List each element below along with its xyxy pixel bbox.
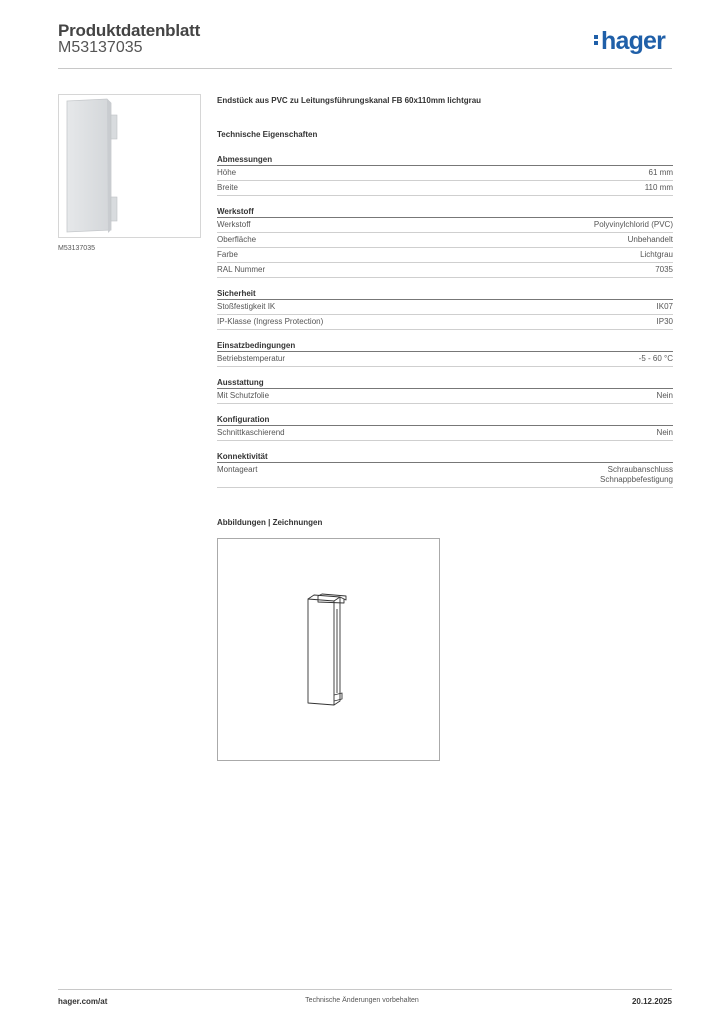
- spec-value: Lichtgrau: [640, 250, 673, 259]
- spec-label: Farbe: [217, 250, 238, 259]
- spec-row: [217, 300, 673, 315]
- section-sicherheit: [217, 289, 673, 330]
- spec-label: Breite: [217, 183, 238, 192]
- technical-drawing: [217, 538, 440, 761]
- spec-row: [217, 248, 673, 263]
- product-details: [217, 96, 673, 488]
- spec-value: [600, 465, 673, 485]
- spec-label: Betriebstemperatur: [217, 354, 286, 363]
- footer-website-link[interactable]: hager.com/at: [58, 997, 108, 1006]
- footer-divider: [58, 989, 672, 990]
- technical-properties-heading: Technische Eigenschaften: [217, 130, 318, 139]
- section-ausstattung: [217, 378, 673, 404]
- spec-value: 110 mm: [644, 183, 673, 192]
- end-cap-photo-icon: [59, 95, 200, 237]
- spec-value: Polyvinylchlorid (PVC): [593, 220, 673, 229]
- section-title: Konfiguration: [217, 415, 673, 426]
- page-title: Produktdatenblatt: [58, 21, 201, 40]
- spec-value: Nein: [656, 428, 673, 437]
- thumbnail-caption: M53137035: [58, 245, 95, 252]
- spec-label: Montageart: [217, 465, 258, 474]
- spec-row: [217, 263, 673, 278]
- spec-row: [217, 389, 673, 404]
- section-title: Konnektivität: [217, 452, 673, 463]
- spec-label: RAL Nummer: [217, 265, 266, 274]
- spec-label: Stoßfestigkeit IK: [217, 302, 276, 311]
- section-title: Werkstoff: [217, 207, 673, 218]
- spec-label: Mit Schutzfolie: [217, 391, 270, 400]
- footer-date: 20.12.2025: [631, 997, 672, 1006]
- footer-disclaimer: Technische Änderungen vorbehalten: [305, 997, 419, 1004]
- section-title: Ausstattung: [217, 378, 673, 389]
- section-title: Abmessungen: [217, 155, 673, 166]
- spec-value-line: Schraubanschluss: [607, 465, 673, 474]
- spec-row: [217, 426, 673, 441]
- spec-label: Höhe: [217, 168, 237, 177]
- spec-row: [217, 315, 673, 330]
- end-cap-drawing-icon: [218, 539, 439, 760]
- section-einsatzbedingungen: [217, 341, 673, 367]
- drawings-heading: Abbildungen | Zeichnungen: [217, 518, 323, 527]
- product-title: Endstück aus PVC zu Leitungsführungskanal FB 60x110mm lichtgrau: [217, 96, 482, 105]
- hager-logo: [594, 27, 665, 56]
- spec-label: IP-Klasse (Ingress Protection): [217, 317, 324, 326]
- spec-value-line: Schnappbefestigung: [600, 475, 673, 484]
- spec-row: [217, 218, 673, 233]
- logo-text: hager: [601, 27, 666, 55]
- header-divider: [58, 68, 672, 69]
- spec-label: Werkstoff: [217, 220, 251, 229]
- spec-row: [217, 181, 673, 196]
- section-abmessungen: [217, 155, 673, 196]
- logo-dots-icon: [594, 33, 599, 47]
- spec-value: 7035: [655, 265, 673, 274]
- spec-value: IP30: [656, 317, 673, 326]
- spec-row: [217, 166, 673, 181]
- spec-label: Schnittkaschierend: [217, 428, 285, 437]
- section-konnektivitaet: [217, 452, 673, 488]
- section-konfiguration: [217, 415, 673, 441]
- spec-value: Nein: [656, 391, 673, 400]
- article-number: M53137035: [58, 39, 143, 56]
- spec-label: Oberfläche: [217, 235, 257, 244]
- section-title: Sicherheit: [217, 289, 673, 300]
- spec-value: -5 - 60 °C: [638, 354, 673, 363]
- spec-value: 61 mm: [648, 168, 673, 177]
- spec-row: [217, 352, 673, 367]
- spec-value: Unbehandelt: [627, 235, 673, 244]
- section-werkstoff: [217, 207, 673, 278]
- spec-row: [217, 233, 673, 248]
- spec-value: IK07: [656, 302, 673, 311]
- spec-row: [217, 463, 673, 488]
- product-thumbnail: [58, 94, 201, 238]
- section-title: Einsatzbedingungen: [217, 341, 673, 352]
